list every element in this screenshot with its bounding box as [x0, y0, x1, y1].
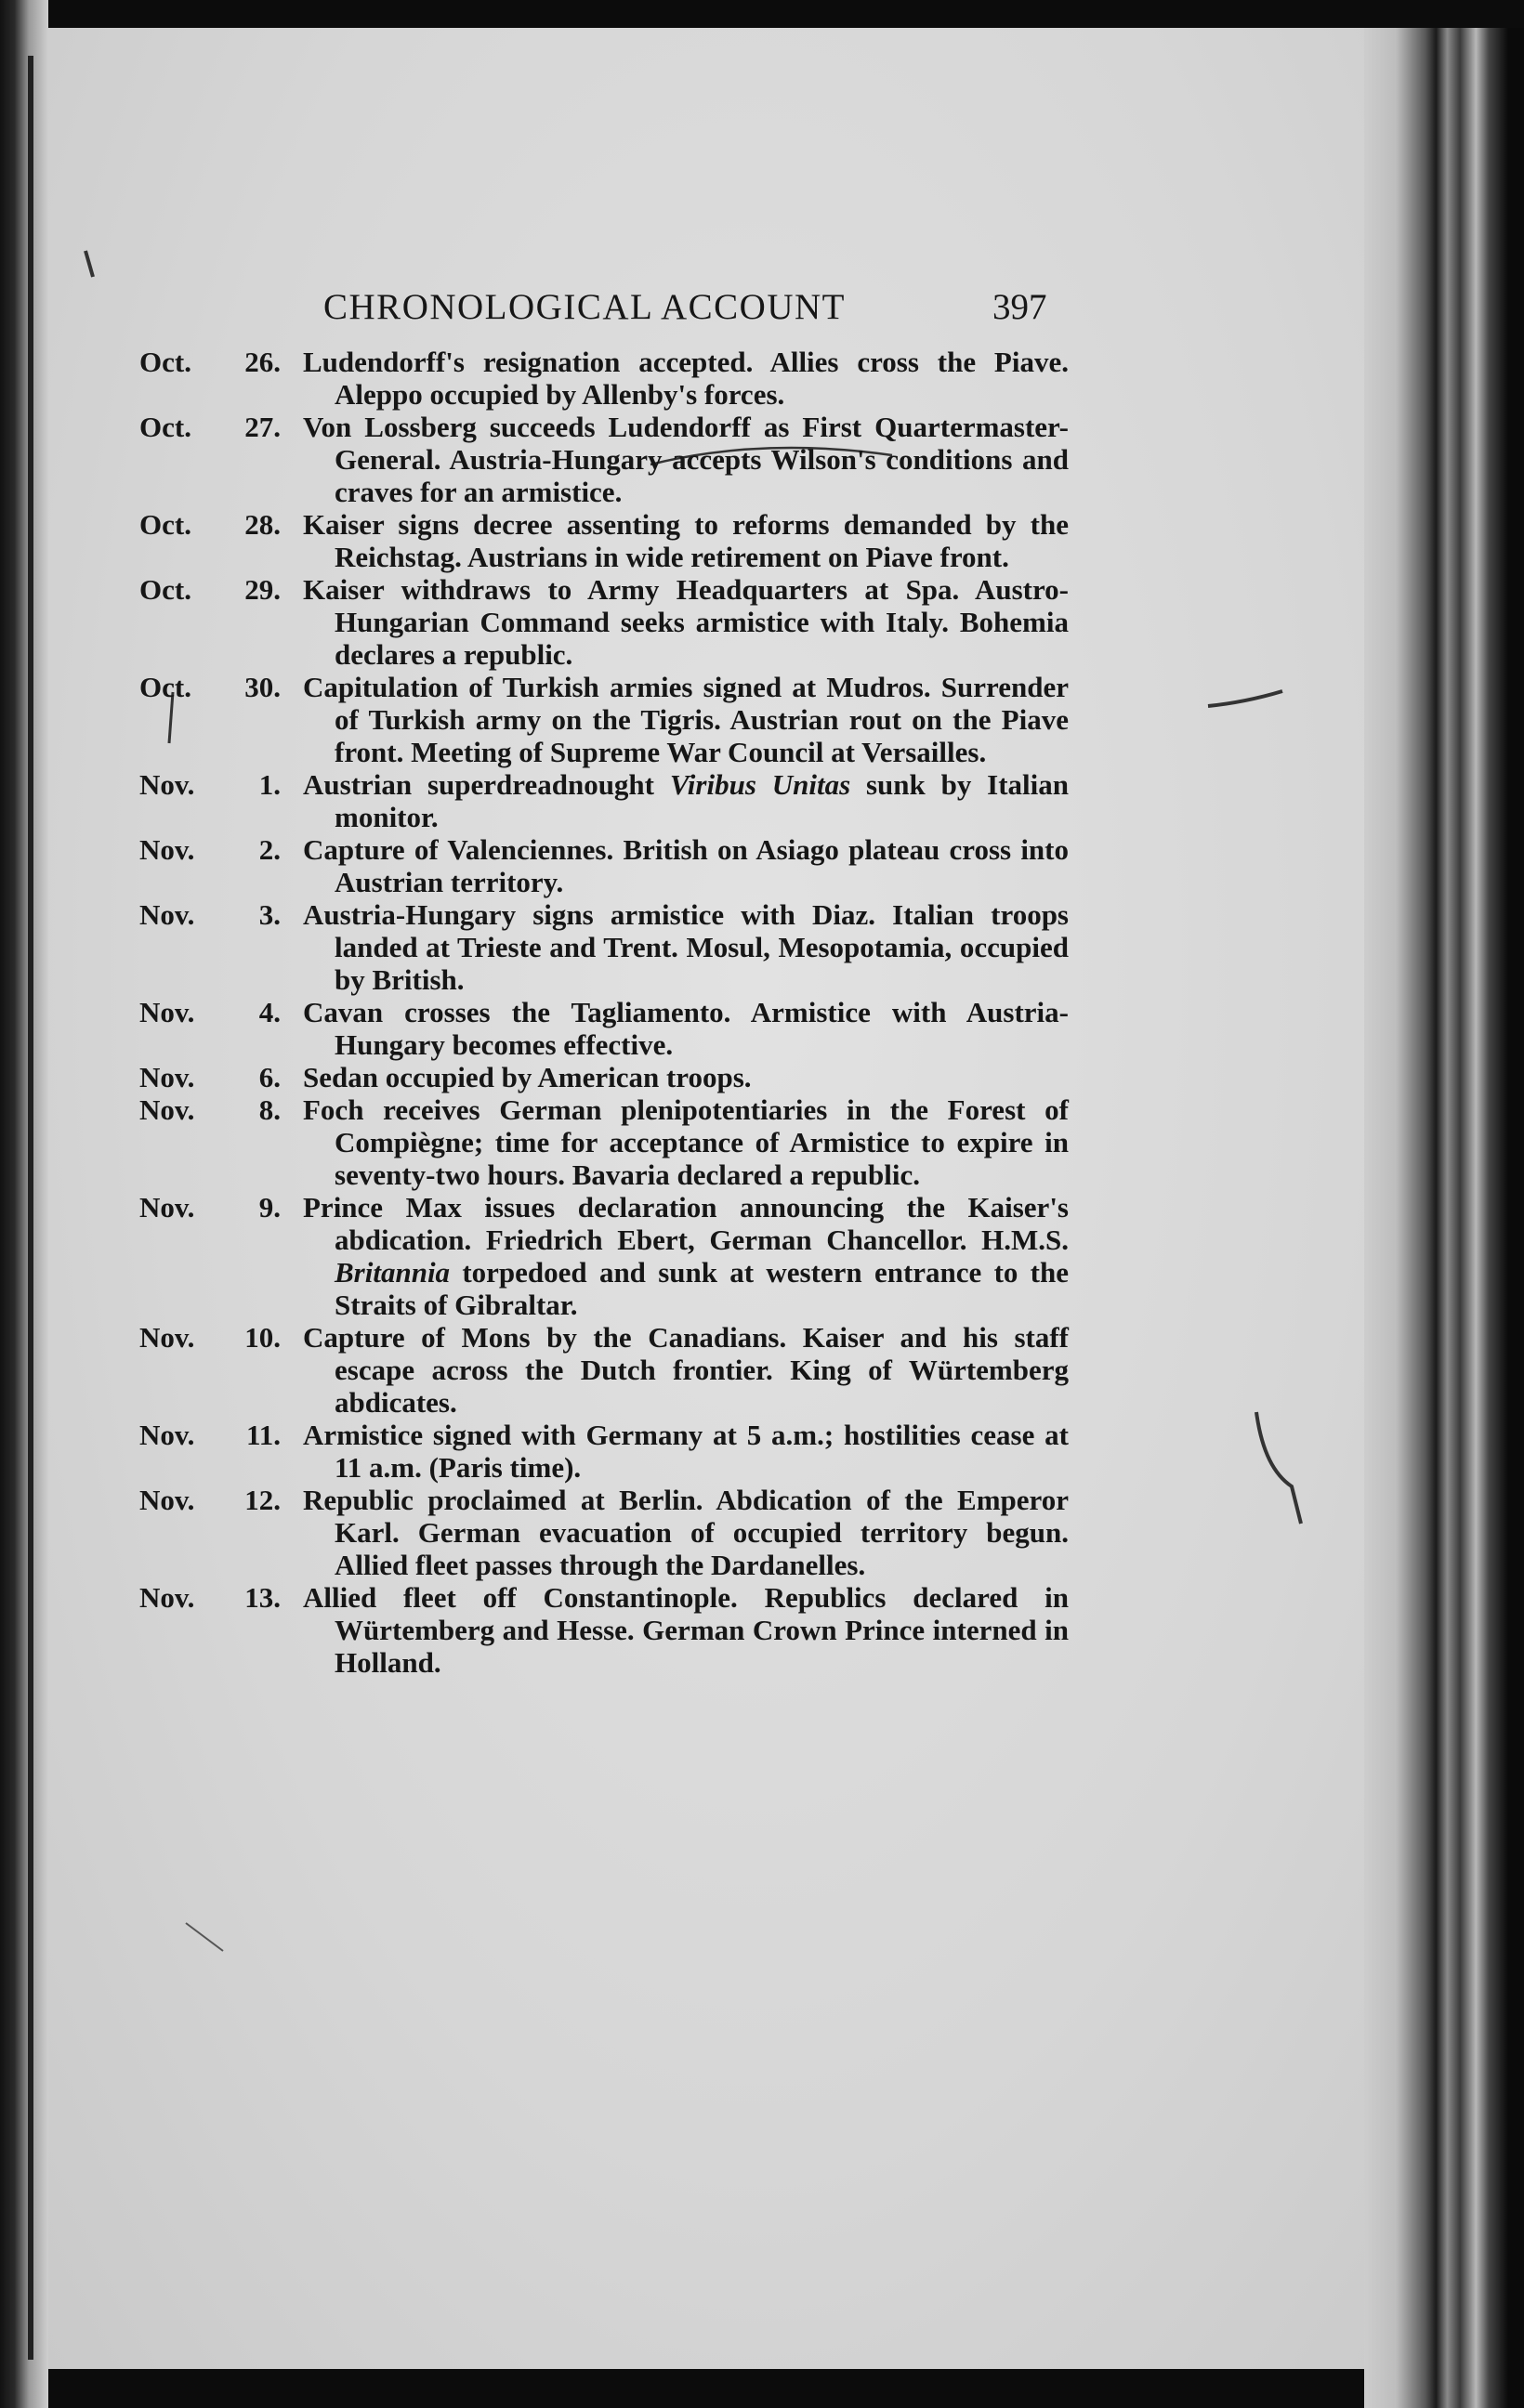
entry-date	[139, 1191, 303, 1321]
entry-month: Nov.	[139, 1484, 195, 1516]
entry-day: 6.	[258, 1061, 281, 1093]
chronology-list	[139, 346, 1069, 1679]
entry-date	[139, 573, 303, 671]
entry-date	[139, 1061, 303, 1093]
entry-day: 10.	[244, 1321, 281, 1354]
entry-month: Oct.	[139, 346, 191, 378]
entry-date	[139, 898, 303, 996]
entry-month: Nov.	[139, 1191, 195, 1224]
entry-text	[303, 898, 1069, 996]
entry-date	[139, 508, 303, 573]
entry-date	[139, 833, 303, 898]
chronology-entry	[139, 508, 1069, 573]
entry-text-segment: Prince Max issues declaration announcing the Kaiser's abdication. Friedrich Ebert, German Chancellor. H.M.S.	[303, 1191, 1069, 1256]
entry-date	[139, 346, 303, 411]
entry-day: 12.	[244, 1484, 281, 1516]
entry-text	[303, 996, 1069, 1061]
binding-fold-line	[28, 56, 33, 2360]
entry-date	[139, 671, 303, 768]
entry-month: Nov.	[139, 1419, 195, 1451]
entry-day: 9.	[258, 1191, 281, 1224]
chronology-entry	[139, 996, 1069, 1061]
entry-text-segment: Kaiser signs decree assenting to reforms demanded by the Reichstag. Austrians in wide retirement on Piave front.	[303, 508, 1069, 573]
entry-day: 13.	[244, 1581, 281, 1614]
entry-day: 2.	[258, 833, 281, 866]
entry-day: 27.	[244, 411, 281, 443]
entry-date	[139, 768, 303, 833]
entry-date	[139, 996, 303, 1061]
entry-day: 1.	[258, 768, 281, 801]
entry-text-segment: Capture of Valenciennes. British on Asiago plateau cross into Austrian territory.	[303, 833, 1069, 898]
chronology-entry	[139, 833, 1069, 898]
entry-text	[303, 1093, 1069, 1191]
entry-date	[139, 1093, 303, 1191]
entry-text	[303, 346, 1069, 411]
entry-date	[139, 1321, 303, 1419]
chronology-entry	[139, 898, 1069, 996]
entry-text-segment: Foch receives German plenipotentiaries in the Forest of Compiègne; time for acceptance of Armistice to expire in seventy-two hours. Bavaria declared a republic.	[303, 1093, 1069, 1191]
chronology-entry	[139, 573, 1069, 671]
chronology-entry	[139, 1484, 1069, 1581]
entry-day: 8.	[258, 1093, 281, 1126]
entry-month: Nov.	[139, 1581, 195, 1614]
entry-month: Nov.	[139, 768, 195, 801]
entry-text-segment: Kaiser withdraws to Army Headquarters at Spa. Austro-Hungarian Command seeks armistice with Italy. Bohemia declares a republic.	[303, 573, 1069, 671]
binding-shadow	[0, 0, 48, 2408]
entry-month: Oct.	[139, 573, 191, 606]
entry-date	[139, 411, 303, 508]
entry-text-segment: Ludendorff's resignation accepted. Allies cross the Piave. Aleppo occupied by Allenby's forces.	[303, 346, 1069, 411]
chronology-entry	[139, 1419, 1069, 1484]
entry-month: Nov.	[139, 898, 195, 931]
page-edge-stack	[1364, 28, 1524, 2408]
entry-text	[303, 573, 1069, 671]
entry-text-segment: Capitulation of Turkish armies signed at Mudros. Surrender of Turkish army on the Tigris. Austrian rout on the Piave front. Meeting of Supreme War Council at Versailles.	[303, 671, 1069, 768]
chronology-entry	[139, 346, 1069, 411]
entry-text-segment: Allied fleet off Constantinople. Republics declared in Würtemberg and Hesse. German Crown Prince interned in Holland.	[303, 1581, 1069, 1679]
entry-text-segment: Sedan occupied by American troops.	[303, 1061, 752, 1093]
entry-day: 29.	[244, 573, 281, 606]
entry-text-segment: Cavan crosses the Tagliamento. Armistice with Austria-Hungary becomes effective.	[303, 996, 1069, 1061]
entry-month: Oct.	[139, 671, 191, 703]
ship-name: Britannia	[335, 1256, 451, 1289]
running-head	[139, 279, 1069, 334]
chronology-entry	[139, 671, 1069, 768]
entry-text-segment: Austria-Hungary signs armistice with Diaz. Italian troops landed at Trieste and Trent. Mosul, Mesopotamia, occupied by British.	[303, 898, 1069, 996]
chronology-entry	[139, 768, 1069, 833]
entry-day: 30.	[244, 671, 281, 703]
chronology-entry	[139, 411, 1069, 508]
entry-month: Nov.	[139, 1061, 195, 1093]
entry-text-segment: Austrian superdreadnought	[303, 768, 670, 801]
entry-month: Oct.	[139, 508, 191, 541]
entry-text	[303, 1484, 1069, 1581]
entry-text	[303, 1191, 1069, 1321]
entry-text-segment: sunk by Italian monitor.	[335, 768, 1069, 833]
entry-text	[303, 1581, 1069, 1679]
entry-text-segment: Armistice signed with Germany at 5 a.m.; hostilities cease at 11 a.m. (Paris time).	[303, 1419, 1069, 1484]
entry-date	[139, 1581, 303, 1679]
entry-day: 11.	[245, 1419, 281, 1451]
entry-text	[303, 411, 1069, 508]
entry-text-segment: Republic proclaimed at Berlin. Abdication of the Emperor Karl. German evacuation of occupied territory begun. Allied fleet passes through the Dardanelles.	[303, 1484, 1069, 1581]
chronology-entry	[139, 1191, 1069, 1321]
page-content	[139, 279, 1069, 1679]
page-number: 397	[992, 287, 1047, 327]
entry-month: Nov.	[139, 996, 195, 1028]
entry-text-segment: Von Lossberg succeeds Ludendorff as First Quartermaster-General. Austria-Hungary accepts Wilson's conditions and craves for an armistice.	[303, 411, 1069, 508]
entry-text	[303, 1061, 1069, 1093]
ship-name: Viribus Unitas	[669, 768, 851, 801]
entry-text-segment: Capture of Mons by the Canadians. Kaiser and his staff escape across the Dutch frontier. King of Würtemberg abdicates.	[303, 1321, 1069, 1419]
entry-day: 3.	[258, 898, 281, 931]
chronology-entry	[139, 1581, 1069, 1679]
entry-date	[139, 1419, 303, 1484]
chronology-entry	[139, 1321, 1069, 1419]
entry-day: 28.	[244, 508, 281, 541]
entry-text	[303, 1321, 1069, 1419]
entry-text	[303, 1419, 1069, 1484]
entry-month: Nov.	[139, 833, 195, 866]
entry-text	[303, 768, 1069, 833]
entry-month: Nov.	[139, 1321, 195, 1354]
entry-day: 4.	[258, 996, 281, 1028]
running-title: CHRONOLOGICAL ACCOUNT	[323, 287, 846, 327]
entry-month: Oct.	[139, 411, 191, 443]
chronology-entry	[139, 1093, 1069, 1191]
chronology-entry	[139, 1061, 1069, 1093]
entry-text-segment: torpedoed and sunk at western entrance to the Straits of Gibraltar.	[335, 1256, 1069, 1321]
entry-date	[139, 1484, 303, 1581]
entry-text	[303, 833, 1069, 898]
entry-text	[303, 508, 1069, 573]
entry-month: Nov.	[139, 1093, 195, 1126]
entry-day: 26.	[244, 346, 281, 378]
entry-text	[303, 671, 1069, 768]
